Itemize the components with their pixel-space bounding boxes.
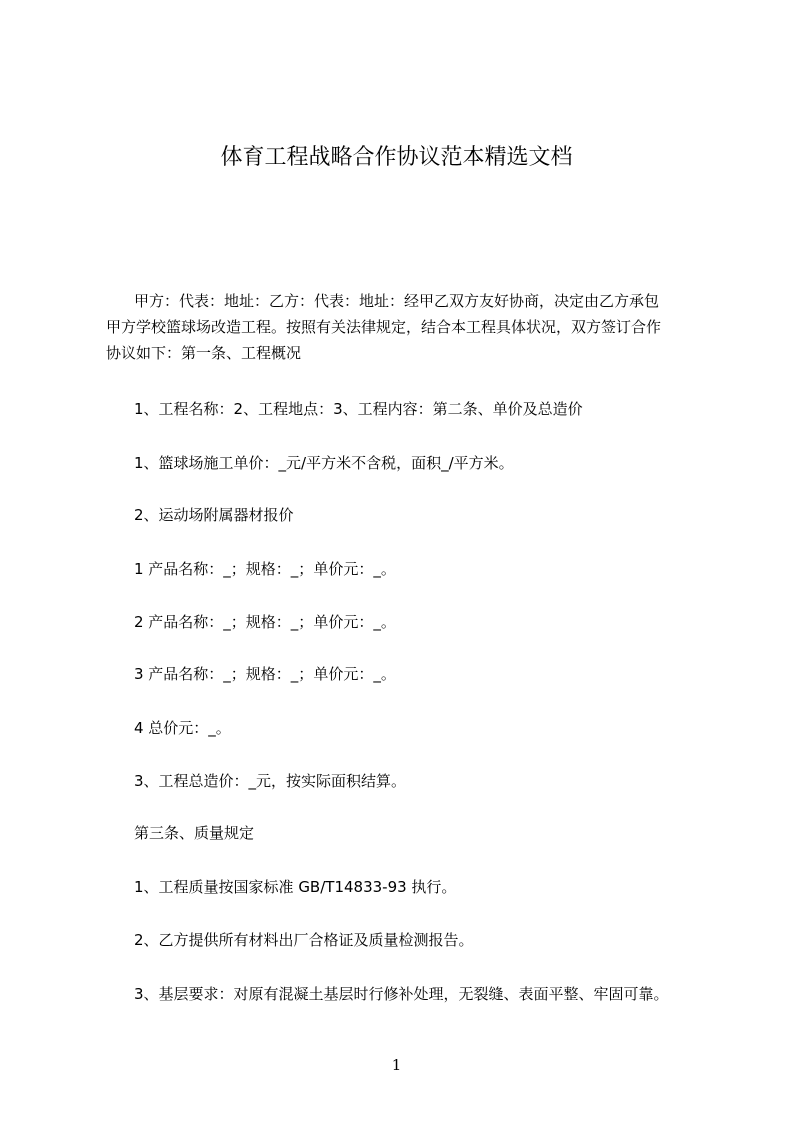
intro-line: 甲方：代表：地址：乙方：代表：地址：经甲乙双方友好协商，决定由乙方承包	[134, 292, 660, 310]
paragraph: 2、运动场附属器材报价	[134, 506, 294, 524]
intro-line: 甲方学校篮球场改造工程。按照有关法律规定，结合本工程具体状况，双方签订合作	[106, 318, 662, 336]
paragraph: 1 产品名称：_；规格：_；单价元：_。	[134, 560, 396, 578]
paragraph: 1、篮球场施工单价：_元/平方米不含税，面积_/平方米。	[134, 454, 514, 472]
paragraph: 2 产品名称：_；规格：_；单价元：_。	[134, 613, 396, 631]
intro-line: 协议如下：第一条、工程概况	[106, 344, 302, 362]
paragraph: 2、乙方提供所有材料出厂合格证及质量检测报告。	[134, 931, 474, 949]
paragraph: 3、工程总造价：_元，按实际面积结算。	[134, 772, 407, 790]
intro-paragraph	[106, 288, 706, 366]
document-title: 体育工程战略合作协议范本精选文档	[220, 145, 573, 170]
paragraph: 1、工程质量按国家标准 GB/T14833-93 执行。	[134, 878, 457, 896]
page-number: 1	[391, 1056, 402, 1074]
section-heading: 第三条、质量规定	[134, 824, 255, 842]
paragraph: 3、基层要求：对原有混凝土基层时行修补处理，无裂缝、表面平整、牢固可靠。	[134, 985, 669, 1003]
paragraph: 3 产品名称：_；规格：_；单价元：_。	[134, 665, 396, 683]
paragraph: 4 总价元：_。	[134, 719, 231, 737]
paragraph: 1、工程名称：2、工程地点：3、工程内容：第二条、单价及总造价	[134, 400, 583, 418]
